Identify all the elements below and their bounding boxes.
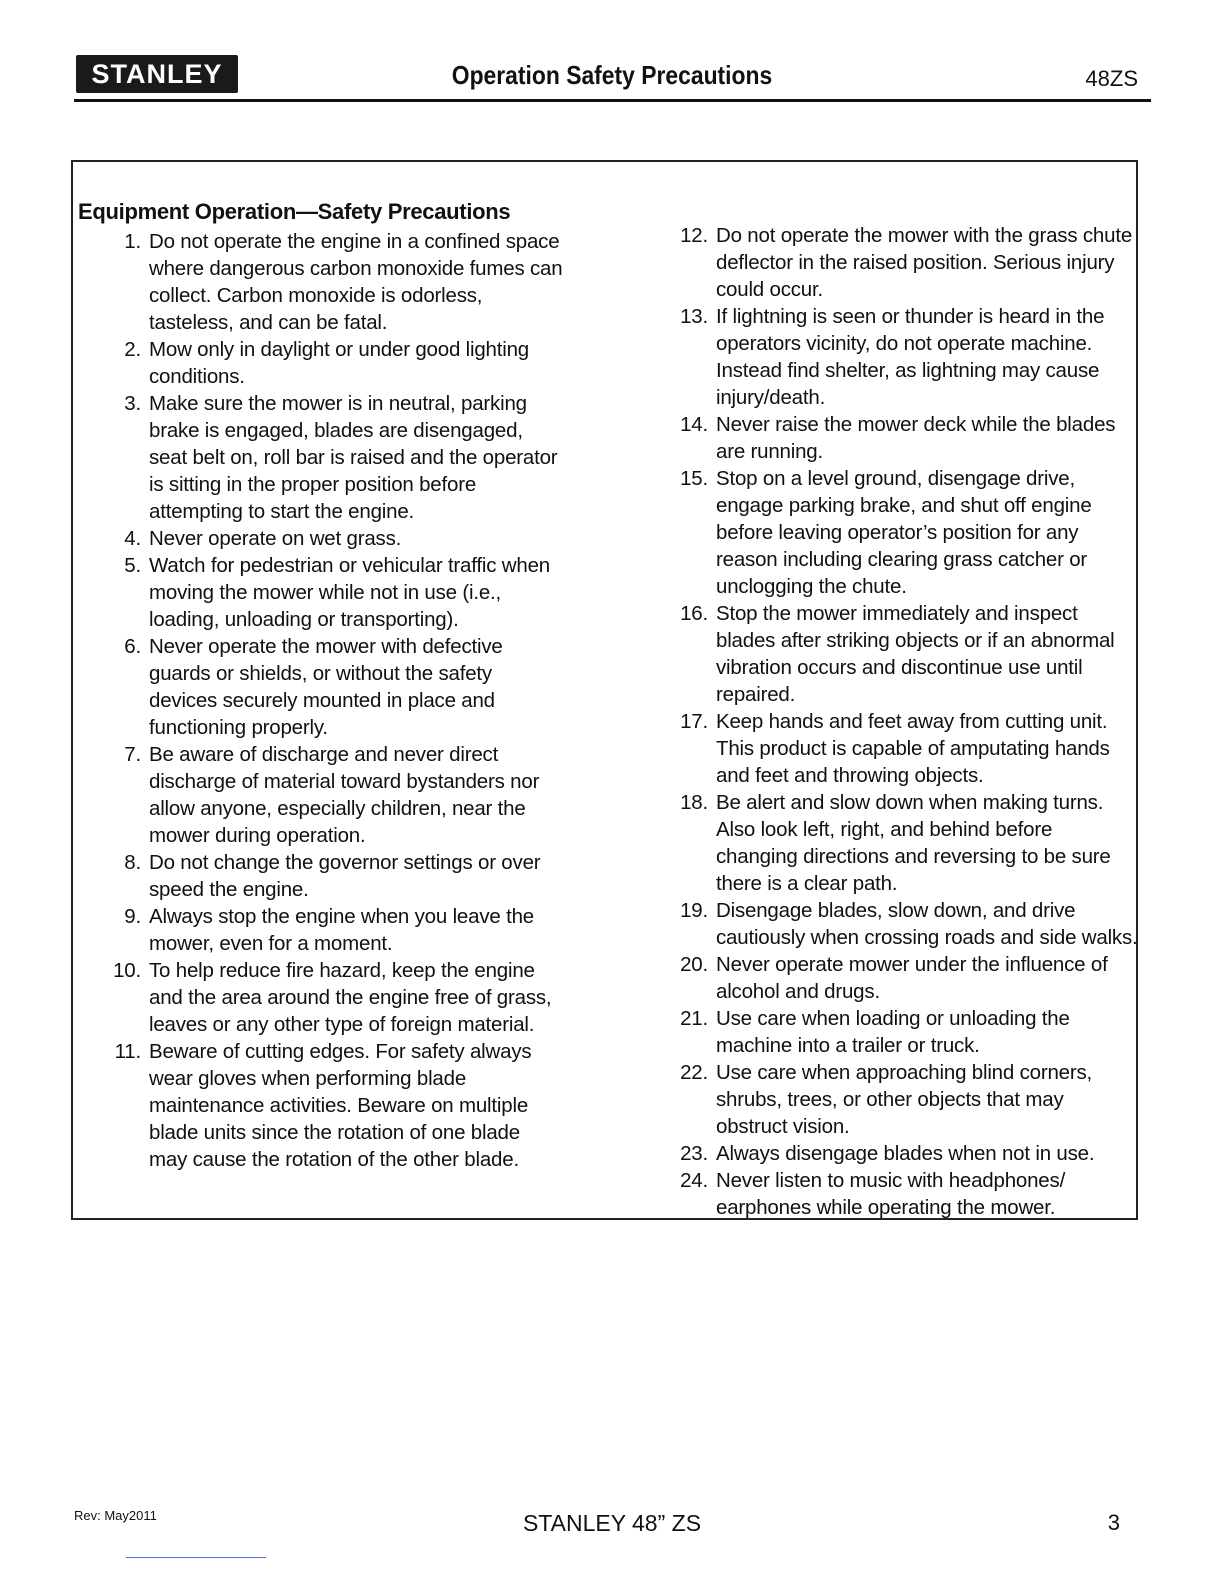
list-item <box>678 411 1138 465</box>
item-text: Keep hands and feet away from cutting unit. This product is capable of amputating hands and feet and throwing objects. <box>716 710 1110 787</box>
item-number: 8. <box>124 851 141 874</box>
list-item <box>678 897 1138 951</box>
list-item <box>111 525 563 552</box>
item-number: 9. <box>124 905 141 928</box>
item-text: Watch for pedestrian or vehicular traffic when moving the mower while not in use (i.e., loading, unloading or transporting). <box>149 554 550 631</box>
list-item <box>678 789 1138 897</box>
list-item <box>111 390 563 525</box>
item-number: 5. <box>124 554 141 577</box>
list-item <box>678 1167 1138 1221</box>
list-item <box>111 849 563 903</box>
item-text: Be alert and slow down when making turns. Also look left, right, and behind before changing directions and reversing to be sure there is a clear path. <box>716 791 1111 895</box>
item-text: Make sure the mower is in neutral, parking brake is engaged, blades are disengaged, seat belt on, roll bar is raised and the operator is sitting in the proper position before attempting to start the engine. <box>149 392 558 523</box>
item-text: Use care when loading or unloading the machine into a trailer or truck. <box>716 1007 1070 1057</box>
item-number: 6. <box>124 635 141 658</box>
model-number: 48ZS <box>1085 66 1138 91</box>
logo-text: STANLEY <box>91 58 223 89</box>
item-number: 16. <box>680 602 708 625</box>
item-text: Be aware of discharge and never direct discharge of material toward bystanders nor allow anyone, especially children, near the mower during operation. <box>149 743 540 847</box>
item-text: Do not change the governor settings or over speed the engine. <box>149 851 541 901</box>
item-number: 18. <box>680 791 708 814</box>
item-number: 12. <box>680 224 708 247</box>
item-number: 7. <box>124 743 141 766</box>
item-number: 20. <box>680 953 708 976</box>
precautions-list-right <box>678 222 1138 1221</box>
list-item <box>111 957 563 1038</box>
item-text: Never raise the mower deck while the blades are running. <box>716 413 1116 463</box>
item-number: 23. <box>680 1142 708 1165</box>
list-item <box>111 741 563 849</box>
item-number: 19. <box>680 899 708 922</box>
list-item <box>111 903 563 957</box>
item-text: Never operate mower under the influence of alcohol and drugs. <box>716 953 1108 1003</box>
item-text: Never operate the mower with defective guards or shields, or without the safety devices securely mounted in place and functioning properly. <box>149 635 503 739</box>
list-item <box>678 1005 1138 1059</box>
list-item <box>678 1059 1138 1140</box>
list-item <box>111 336 563 390</box>
item-number: 13. <box>680 305 708 328</box>
item-number: 3. <box>124 392 141 415</box>
item-text: Stop on a level ground, disengage drive, engage parking brake, and shut off engine before leaving operator’s position for any reason including clearing grass catcher or unclogging the chute. <box>716 467 1092 598</box>
item-number: 22. <box>680 1061 708 1084</box>
list-item <box>678 951 1138 1005</box>
footer-link-underline <box>126 1557 266 1558</box>
item-text: To help reduce fire hazard, keep the engine and the area around the engine free of grass, leaves or any other type of foreign material. <box>149 959 552 1036</box>
list-item <box>678 600 1138 708</box>
page-number: 3 <box>1107 1510 1120 1535</box>
item-text: Do not operate the mower with the grass chute deflector in the raised position. Serious injury could occur. <box>716 224 1133 301</box>
item-text: Mow only in daylight or under good lighting conditions. <box>149 338 529 388</box>
section-heading: Equipment Operation—Safety Precautions <box>78 199 511 224</box>
header-divider <box>74 99 1151 102</box>
item-number: 15. <box>680 467 708 490</box>
page-title: Operation Safety Precautions <box>451 60 773 90</box>
list-item <box>678 222 1138 303</box>
item-number: 1. <box>124 230 141 253</box>
item-text: Never operate on wet grass. <box>149 527 402 550</box>
list-item <box>678 1140 1138 1167</box>
item-text: Use care when approaching blind corners, shrubs, trees, or other objects that may obstruct vision. <box>716 1061 1093 1138</box>
list-item <box>111 552 563 633</box>
item-number: 14. <box>680 413 708 436</box>
list-item <box>111 228 563 336</box>
item-text: Beware of cutting edges. For safety always wear gloves when performing blade maintenance activities. Beware on multiple blade units since the rotation of one blade may cause the rotation of the other blade. <box>149 1040 532 1171</box>
list-item <box>678 465 1138 600</box>
item-number: 21. <box>680 1007 708 1030</box>
item-text: Disengage blades, slow down, and drive cautiously when crossing roads and side walks. <box>716 899 1138 949</box>
list-item <box>111 633 563 741</box>
item-text: Always disengage blades when not in use. <box>716 1142 1095 1165</box>
item-text: Always stop the engine when you leave the mower, even for a moment. <box>149 905 534 955</box>
item-number: 4. <box>124 527 141 550</box>
list-item <box>678 708 1138 789</box>
item-number: 24. <box>680 1169 708 1192</box>
item-number: 11. <box>114 1040 141 1063</box>
item-text: Do not operate the engine in a confined space where dangerous carbon monoxide fumes can collect. Carbon monoxide is odorless, tasteless, and can be fatal. <box>149 230 563 334</box>
list-item <box>111 1038 563 1173</box>
revision-date: Rev: May2011 <box>74 1508 157 1523</box>
footer-product: STANLEY 48” ZS <box>522 1510 702 1536</box>
item-number: 2. <box>124 338 141 361</box>
item-number: 17. <box>680 710 708 733</box>
list-item <box>678 303 1138 411</box>
precautions-list-left <box>111 228 563 1173</box>
item-text: Stop the mower immediately and inspect blades after striking objects or if an abnormal vibration occurs and discontinue use until repaired. <box>716 602 1115 706</box>
item-text: If lightning is seen or thunder is heard in the operators vicinity, do not operate machine. Instead find shelter, as lightning may cause injury/death. <box>716 305 1105 409</box>
item-text: Never listen to music with headphones/ earphones while operating the mower. <box>716 1169 1066 1219</box>
item-number: 10. <box>113 959 141 982</box>
